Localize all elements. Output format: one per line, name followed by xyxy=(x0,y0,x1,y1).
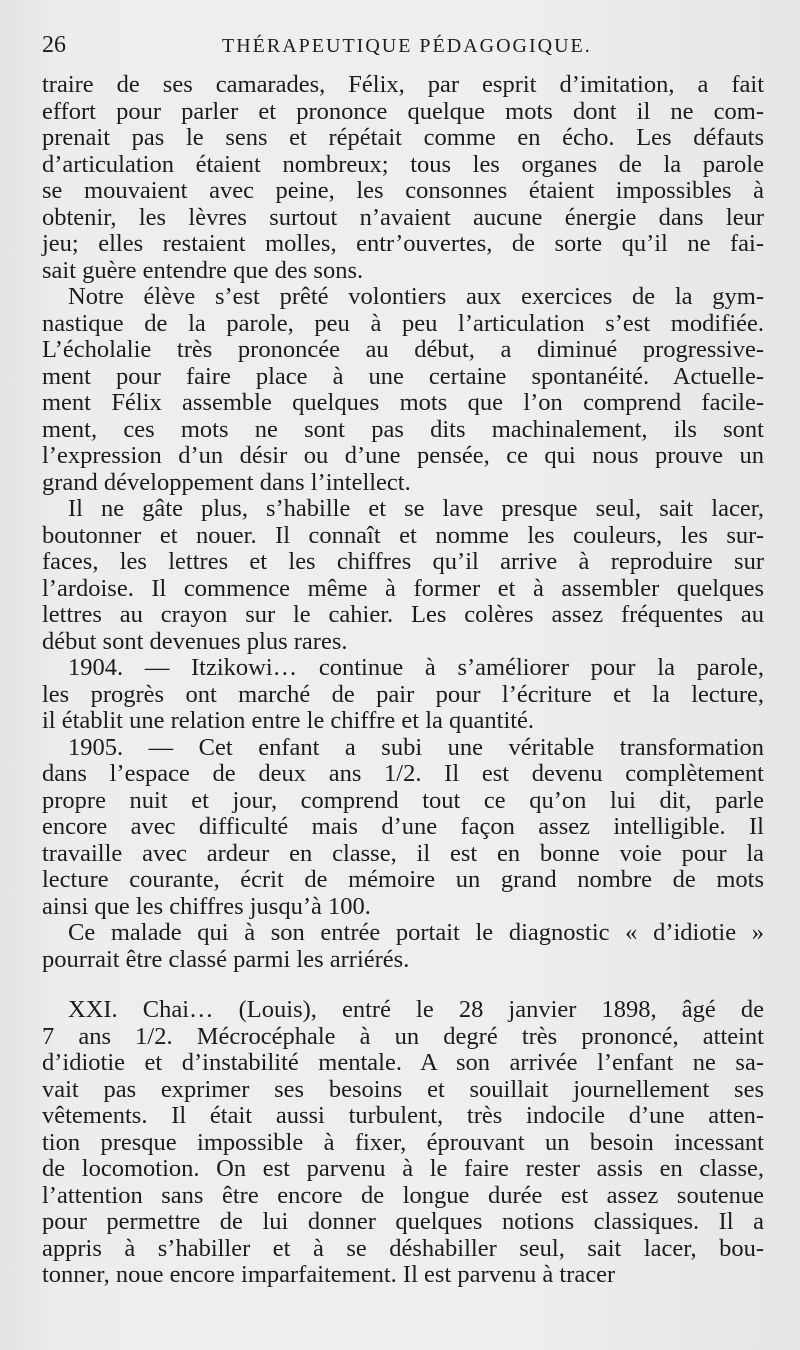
text-line: boutonner et nouer. Il connaît et nomme les couleurs, les sur- xyxy=(42,521,764,549)
body-text xyxy=(42,72,764,1289)
text-line: Notre élève s’est prêté volontiers aux exercices de la gym- xyxy=(68,283,764,310)
paragraph xyxy=(42,284,764,496)
text-line: ment, ces mots ne sont pas dits machinalement, ils sont xyxy=(42,415,764,443)
text-line: traire de ses camarades, Félix, par esprit d’imitation, a fait xyxy=(42,71,764,98)
section-gap xyxy=(42,973,764,997)
text-line: l’attention sans être encore de longue durée est assez soutenue xyxy=(42,1181,764,1209)
text-line: 1905. — Cet enfant a subi une véritable transformation xyxy=(68,733,764,761)
text-line: effort pour parler et prononce quelque mots dont il ne com- xyxy=(42,97,764,125)
paragraph xyxy=(42,920,764,973)
text-line: tonner, noue encore imparfaitement. Il est parvenu à tracer xyxy=(42,1261,616,1288)
text-line: dans l’espace de deux ans 1/2. Il est devenu complètement xyxy=(42,760,764,787)
page-number: 26 xyxy=(42,32,66,58)
text-line: L’écholalie très prononcée au début, a diminué progressive- xyxy=(42,336,764,363)
text-line: pourrait être classé parmi les arriérés. xyxy=(42,945,410,973)
text-line: 1904. — Itzikowi… continue à s’améliorer pour la parole, xyxy=(68,654,764,681)
text-line: les progrès ont marché de pair pour l’écriture et la lecture, xyxy=(42,680,764,708)
text-line: d’idiotie et d’instabilité mentale. A son arrivée l’enfant ne sa- xyxy=(42,1049,764,1076)
paragraph xyxy=(42,496,764,655)
paragraph xyxy=(42,655,764,735)
text-line: lecture courante, écrit de mémoire un grand nombre de mots xyxy=(42,866,764,893)
text-line: il établit une relation entre le chiffre et la quantité. xyxy=(42,707,535,734)
paragraph xyxy=(42,72,764,284)
text-line: ment Félix assemble quelques mots que l’on comprend facile- xyxy=(42,389,764,416)
text-line: de locomotion. On est parvenu à le faire rester assis en classe, xyxy=(42,1155,764,1182)
paragraph xyxy=(42,735,764,921)
text-line: 7 ans 1/2. Mécrocéphale à un degré très prononcé, atteint xyxy=(42,1022,764,1050)
text-line: vêtements. Il était aussi turbulent, très indocile d’une atten- xyxy=(42,1102,764,1129)
text-line: tion presque impossible à fixer, éprouvant un besoin incessant xyxy=(42,1128,764,1156)
text-line: vait pas exprimer ses besoins et souillait journellement ses xyxy=(42,1075,764,1103)
text-line: l’ardoise. Il commence même à former et à assembler quelques xyxy=(42,574,764,602)
text-line: Il ne gâte plus, s’habille et se lave presque seul, sait lacer, xyxy=(68,495,764,522)
text-line: jeu; elles restaient molles, entr’ouvertes, de sorte qu’il ne fai- xyxy=(42,230,764,257)
text-line: l’expression d’un désir ou d’une pensée, ce qui nous prouve un xyxy=(42,442,764,469)
text-line: se mouvaient avec peine, les consonnes étaient impossibles à xyxy=(42,177,764,204)
text-line: prenait pas le sens et répétait comme en écho. Les défauts xyxy=(42,124,764,151)
text-line: propre nuit et jour, comprend tout ce qu’on lui dit, parle xyxy=(42,786,764,814)
text-line: ment pour faire place à une certaine spontanéité. Actuelle- xyxy=(42,362,764,390)
text-line: encore avec difficulté mais d’une façon assez intelligible. Il xyxy=(42,813,764,840)
text-line: sait guère entendre que des sons. xyxy=(42,256,364,284)
text-line: lettres au crayon sur le cahier. Les colères assez fréquentes au xyxy=(42,601,764,628)
text-line: début sont devenues plus rares. xyxy=(42,627,348,655)
case-xxi-paragraph xyxy=(42,997,764,1289)
text-line: obtenir, les lèvres surtout n’avaient aucune énergie dans leur xyxy=(42,203,764,231)
text-line: pour permettre de lui donner quelques notions classiques. Il a xyxy=(42,1208,764,1235)
text-line: faces, les lettres et les chiffres qu’il arrive à reproduire sur xyxy=(42,548,764,575)
running-head xyxy=(42,32,764,72)
running-title: THÉRAPEUTIQUE PÉDAGOGIQUE. xyxy=(222,35,592,57)
text-line: appris à s’habiller et à se déshabiller seul, sait lacer, bou- xyxy=(42,1234,764,1262)
text-line: Ce malade qui à son entrée portait le diagnostic « d’idiotie » xyxy=(68,919,764,946)
text-line: travaille avec ardeur en classe, il est en bonne voie pour la xyxy=(42,839,764,867)
text-line: grand développement dans l’intellect. xyxy=(42,468,411,496)
text-line: ainsi que les chiffres jusqu’à 100. xyxy=(42,892,371,920)
text-line: XXI. Chai… (Louis), entré le 28 janvier 1898, âgé de xyxy=(68,996,764,1023)
text-line: d’articulation étaient nombreux; tous les organes de la parole xyxy=(42,150,764,178)
text-line: nastique de la parole, peu à peu l’articulation s’est modifiée. xyxy=(42,309,764,337)
